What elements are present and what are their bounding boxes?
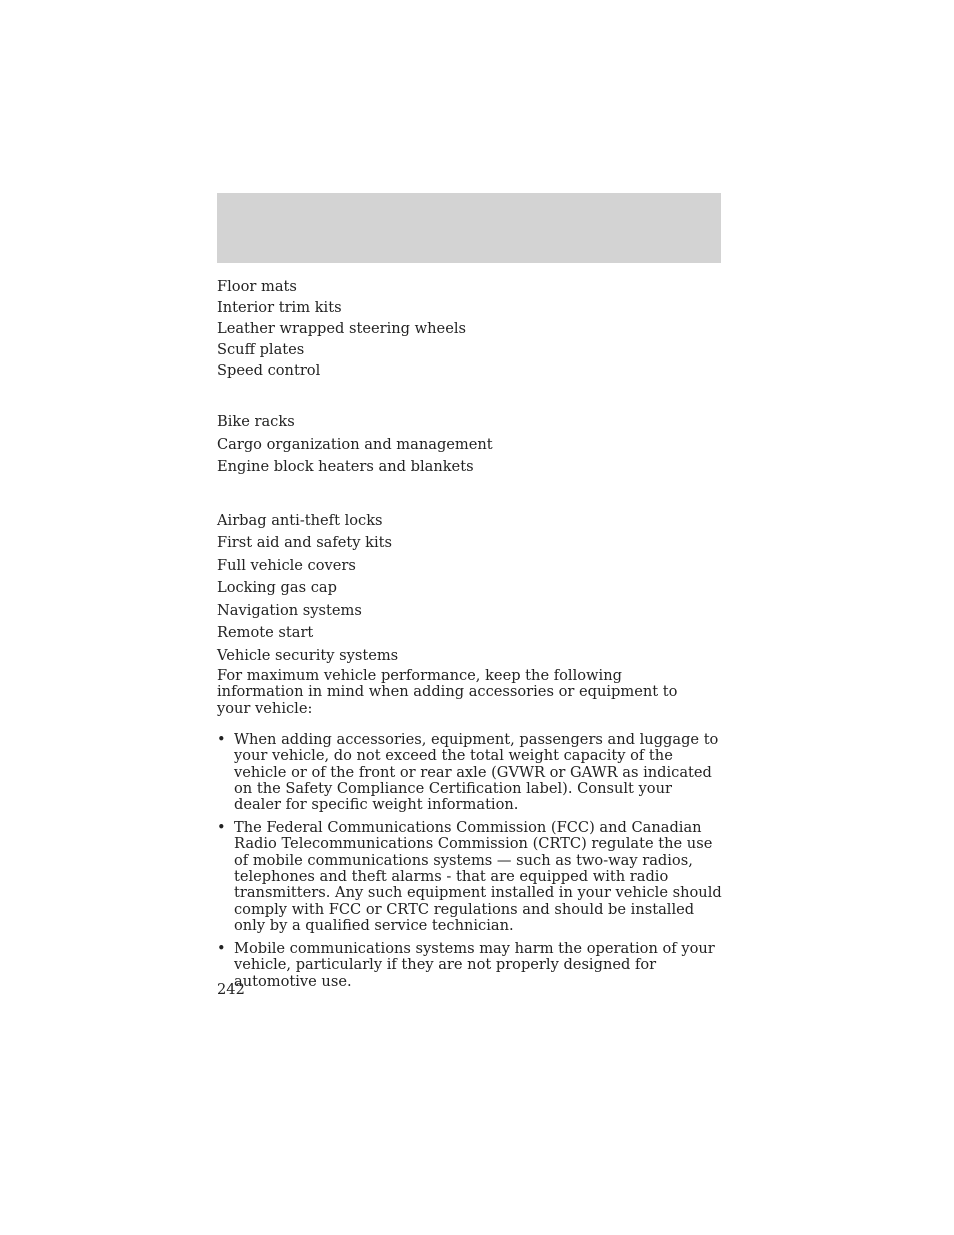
list-item: Navigation systems (217, 601, 362, 619)
intro-paragraph: For maximum vehicle performance, keep the following information in mind when adding accessories or equipment to your vehicle: (217, 667, 678, 717)
bullet-icon: • (217, 939, 226, 957)
accessory-group-comfort (217, 276, 725, 381)
accessory-group-security (217, 510, 725, 668)
list-item: Bike racks (217, 413, 295, 430)
list-item: Engine block heaters and blankets (217, 458, 474, 475)
section-header-bar (217, 193, 721, 263)
accessory-group-utility (217, 411, 725, 479)
list-item: Interior trim kits (217, 299, 342, 316)
list-item: Remote start (217, 624, 314, 641)
list-item: Airbag anti-theft locks (217, 511, 383, 529)
list-item: Scuff plates (217, 341, 305, 358)
list-item: Speed control (217, 362, 321, 379)
bullet-item (217, 820, 722, 935)
list-item: First aid and safety kits (217, 534, 393, 551)
list-item: Floor mats (217, 278, 297, 295)
bullet-icon: • (217, 818, 226, 836)
bullet-icon: • (217, 730, 226, 748)
bullet-item (217, 732, 722, 814)
list-item: Cargo organization and management (217, 435, 493, 453)
list-item: Locking gas cap (217, 579, 337, 596)
bullet-text: When adding accessories, equipment, passengers and luggage to your vehicle, do not exceed the total weight capacity of the vehicle or of the front or rear axle (GVWR or GAWR as indicated on the Safety Compliance Certification label). Consult your dealer for specific weight information. (234, 730, 719, 814)
bullet-text: Mobile communications systems may harm the operation of your vehicle, particularly if they are not properly designed for automotive use. (234, 939, 715, 990)
bullet-text: The Federal Communications Commission (FCC) and Canadian Radio Telecommunications Commission (CRTC) regulate the use of mobile communications systems — such as two-way radios, telephones and theft alarms - that are equipped with radio transmitters. Any such equipment installed in your vehicle should comply with FCC or CRTC regulations and should be installed only by a qualified service technician. (234, 818, 722, 935)
list-item: Vehicle security systems (217, 646, 399, 664)
page-number: 242 (217, 981, 245, 998)
list-item: Full vehicle covers (217, 556, 356, 574)
bullet-item (217, 941, 722, 990)
bullet-list (217, 732, 725, 990)
page-content (217, 276, 725, 996)
list-item: Leather wrapped steering wheels (217, 320, 466, 337)
